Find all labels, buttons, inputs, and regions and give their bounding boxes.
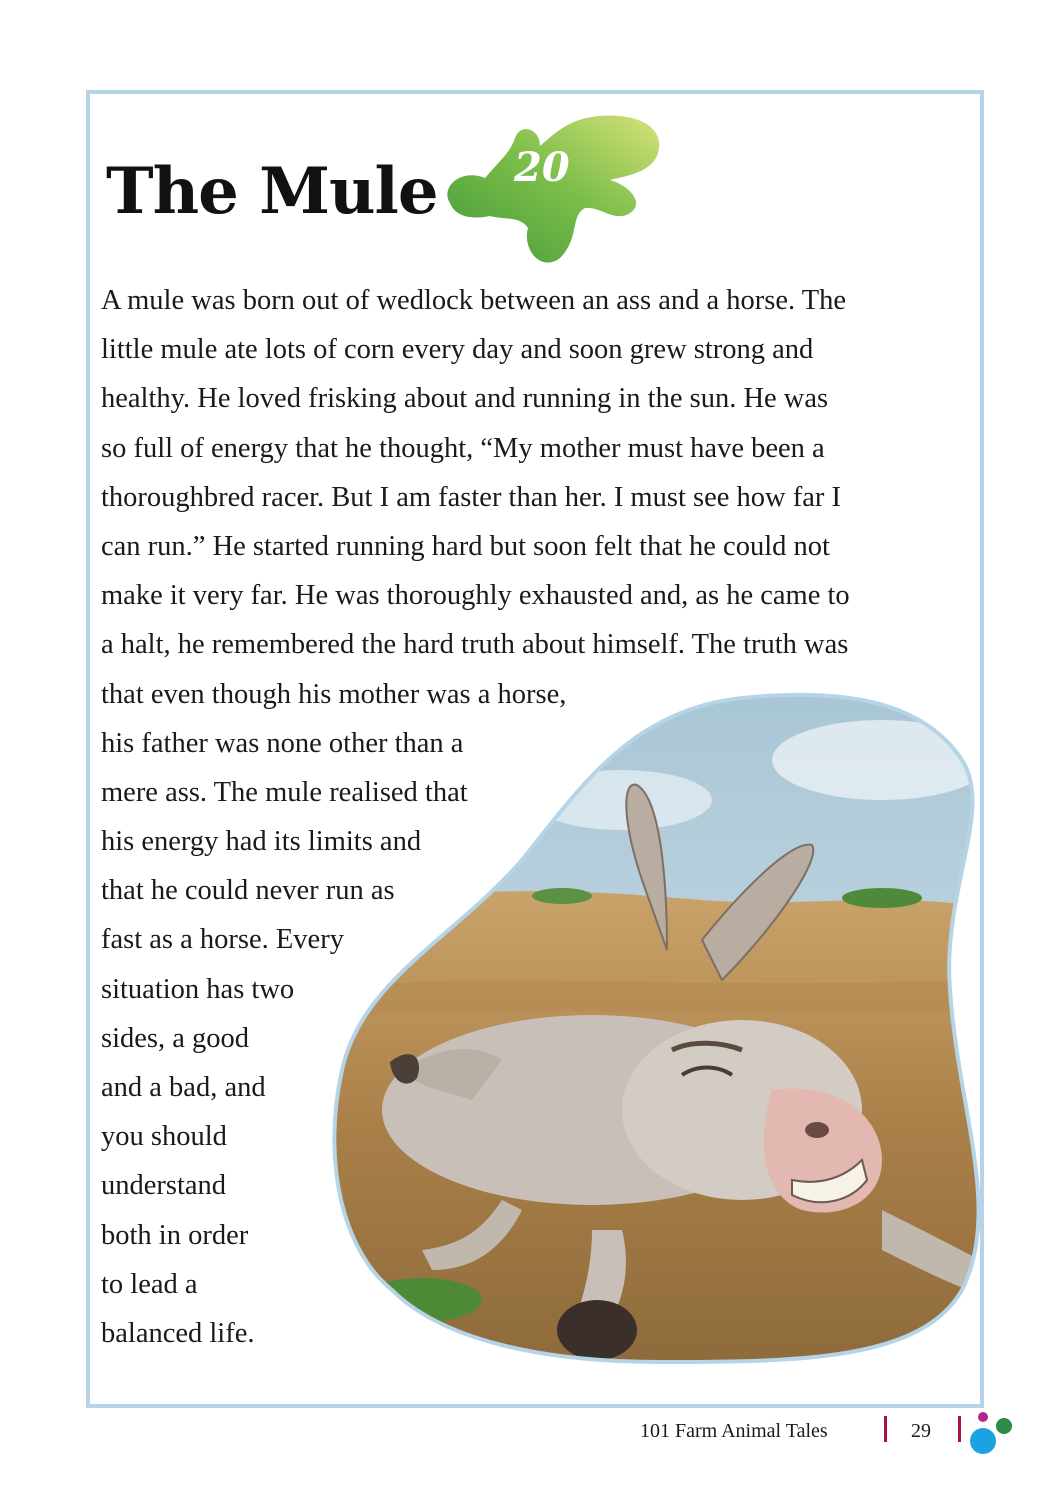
footer-separator (884, 1416, 887, 1442)
story-line: you should (101, 1121, 227, 1153)
story-line: his energy had its limits and (101, 826, 422, 858)
story-line: situation has two (101, 973, 295, 1005)
story-line: to lead a (101, 1268, 198, 1300)
story-number: 20 (514, 144, 570, 191)
story-line: fast as a horse. Every (101, 924, 344, 956)
story-line: healthy. He loved frisking about and running in the sun. He was (101, 383, 829, 415)
story-line: make it very far. He was thoroughly exhausted and, as he came to (101, 580, 850, 612)
story-line: and a bad, and (101, 1072, 266, 1103)
story-line: that he could never run as (101, 875, 395, 907)
story-line: that even though his mother was a horse, (101, 678, 567, 710)
decor-dot-blue (970, 1428, 996, 1454)
story-line: so full of energy that he thought, “My mother must have been a (101, 432, 825, 464)
story-line: his father was none other than a (101, 727, 464, 759)
page-number: 29 (911, 1420, 931, 1442)
story-line: balanced life. (101, 1317, 255, 1349)
story-line: understand (101, 1170, 227, 1202)
story-line: thoroughbred racer. But I am faster than her. I must see how far I (101, 481, 841, 513)
page-title: The Mule (106, 154, 438, 229)
story-line: sides, a good (101, 1022, 250, 1054)
story-line: mere ass. The mule realised that (101, 776, 468, 808)
decor-dot-green (996, 1418, 1012, 1434)
story-line: can run.” He started running hard but soon felt that he could not (101, 530, 830, 562)
decor-dot-magenta (978, 1412, 988, 1422)
story-line: little mule ate lots of corn every day and soon grew strong and (101, 334, 814, 366)
story-line: both in order (101, 1219, 249, 1251)
mule-illustration (322, 690, 998, 1372)
story-line: a halt, he remembered the hard truth about himself. The truth was (101, 629, 849, 661)
footer-book-title: 101 Farm Animal Tales (640, 1420, 828, 1442)
footer-separator (958, 1416, 961, 1442)
story-line: A mule was born out of wedlock between an ass and a horse. The (101, 285, 847, 316)
